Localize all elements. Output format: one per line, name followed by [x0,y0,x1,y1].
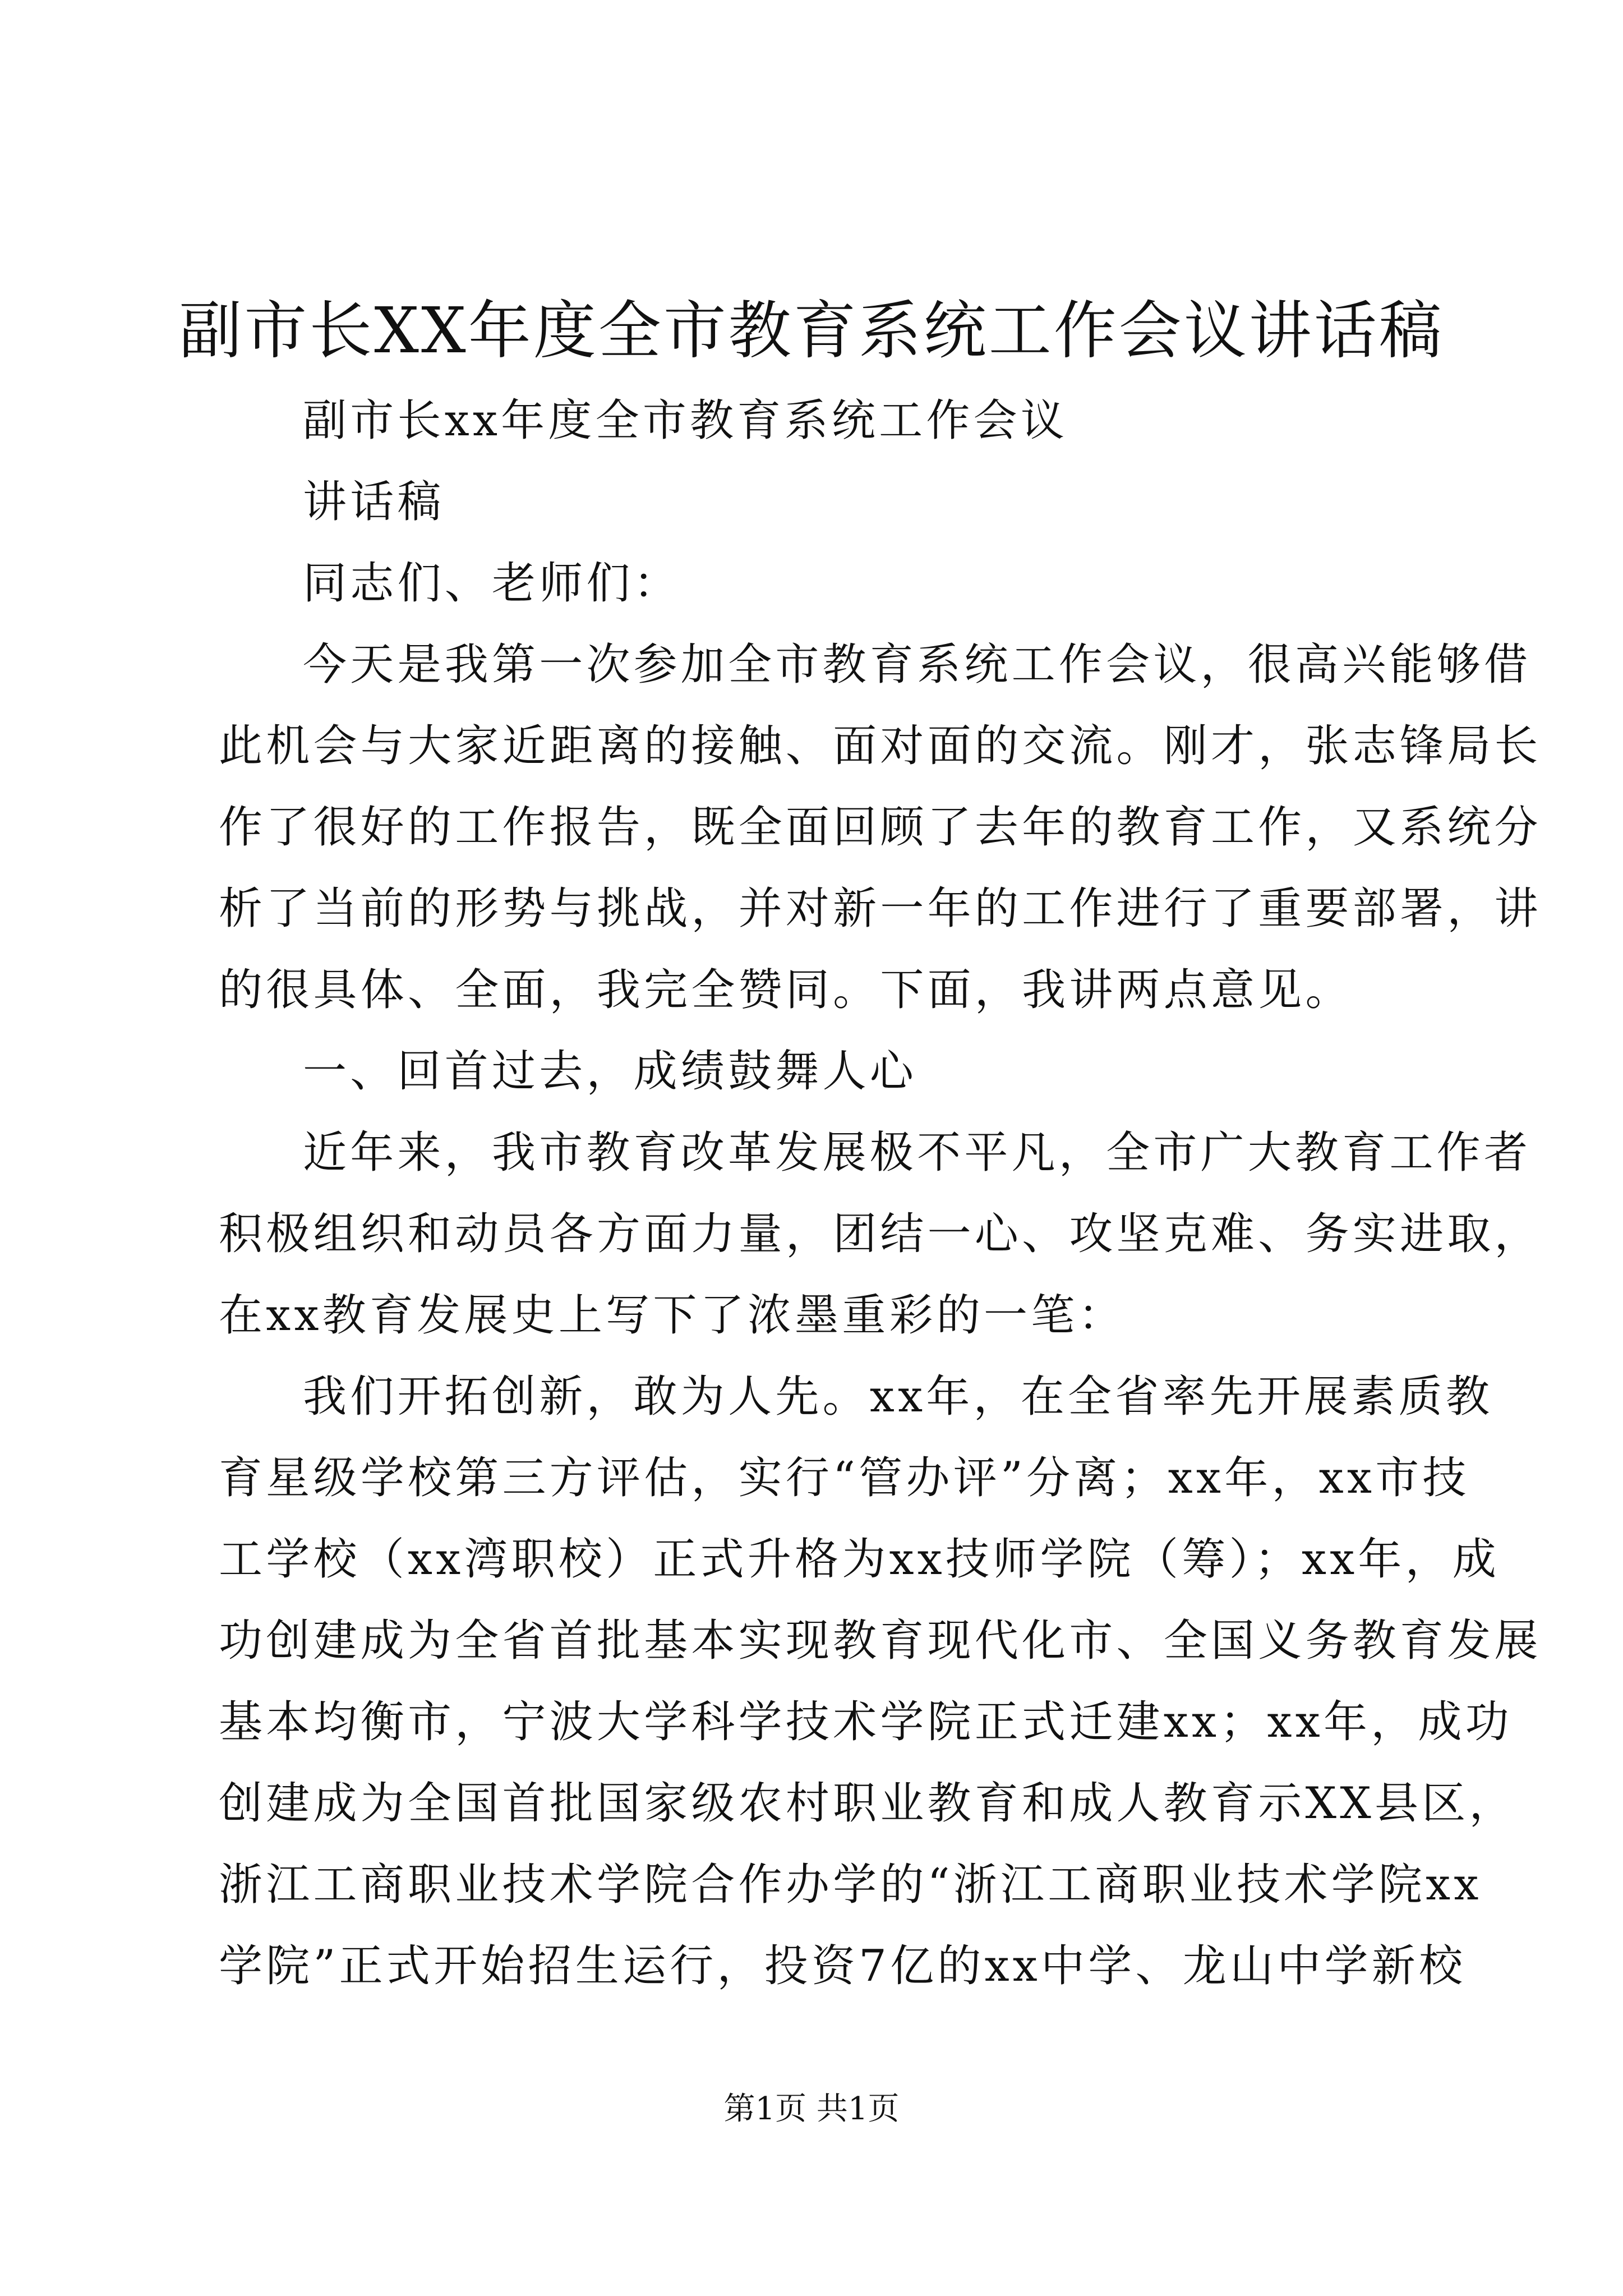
paragraph-line: 基本均衡市，宁波大学科学技术学院正式迁建xx；xx年，成功 [219,1697,1513,1747]
paragraph-line: 浙江工商职业技术学院合作办学的“浙江工商职业技术学院xx [219,1860,1482,1910]
paragraph-line: 功创建成为全省首批基本实现教育现代化市、全国义务教育发展 [219,1616,1542,1666]
paragraph-line: 的很具体、全面，我完全赞同。下面，我讲两点意见。 [219,965,1353,1015]
paragraph-line: 学院”正式开始招生运行，投资7亿的xx中学、龙山中学新校 [219,1941,1467,1991]
paragraph-line: 创建成为全国首批国家级农村职业教育和成人教育示XX县区， [219,1778,1516,1829]
paragraph-line: 今天是我第一次参加全市教育系统工作会议，很高兴能够借 [303,639,1532,690]
section-heading: 一、回首过去，成绩鼓舞人心 [303,1046,917,1097]
paragraph-line: 积极组织和动员各方面力量，团结一心、攻坚克难、务实进取， [219,1209,1542,1259]
paragraph-line: 我们开拓创新，敢为人先。xx年，在全省率先开展素质教 [303,1372,1493,1422]
subtitle-line-1: 副市长xx年度全市教育系统工作会议 [303,395,1068,446]
subtitle-line-2: 讲话稿 [303,477,445,527]
page-footer: 第1页 共1页 [723,2091,900,2127]
paragraph-line: 近年来，我市教育改革发展极不平凡，全市广大教育工作者 [303,1128,1532,1178]
paragraph-line: 析了当前的形势与挑战，并对新一年的工作进行了重要部署，讲 [219,884,1542,934]
paragraph-line: 在xx教育发展史上写下了浓墨重彩的一笔： [219,1290,1126,1341]
paragraph-line: 此机会与大家近距离的接触、面对面的交流。刚才，张志锋局长 [219,721,1542,771]
salutation: 同志们、老师们： [303,558,681,609]
paragraph-line: 工学校（xx湾职校）正式升格为xx技师学院（筹）；xx年，成 [219,1534,1500,1585]
document-title: 副市长XX年度全市教育系统工作会议讲话稿 [179,295,1444,367]
paragraph-line: 育星级学校第三方评估，实行“管办评”分离；xx年，xx市技 [219,1453,1470,1503]
paragraph-line: 作了很好的工作报告，既全面回顾了去年的教育工作，又系统分 [219,802,1542,853]
